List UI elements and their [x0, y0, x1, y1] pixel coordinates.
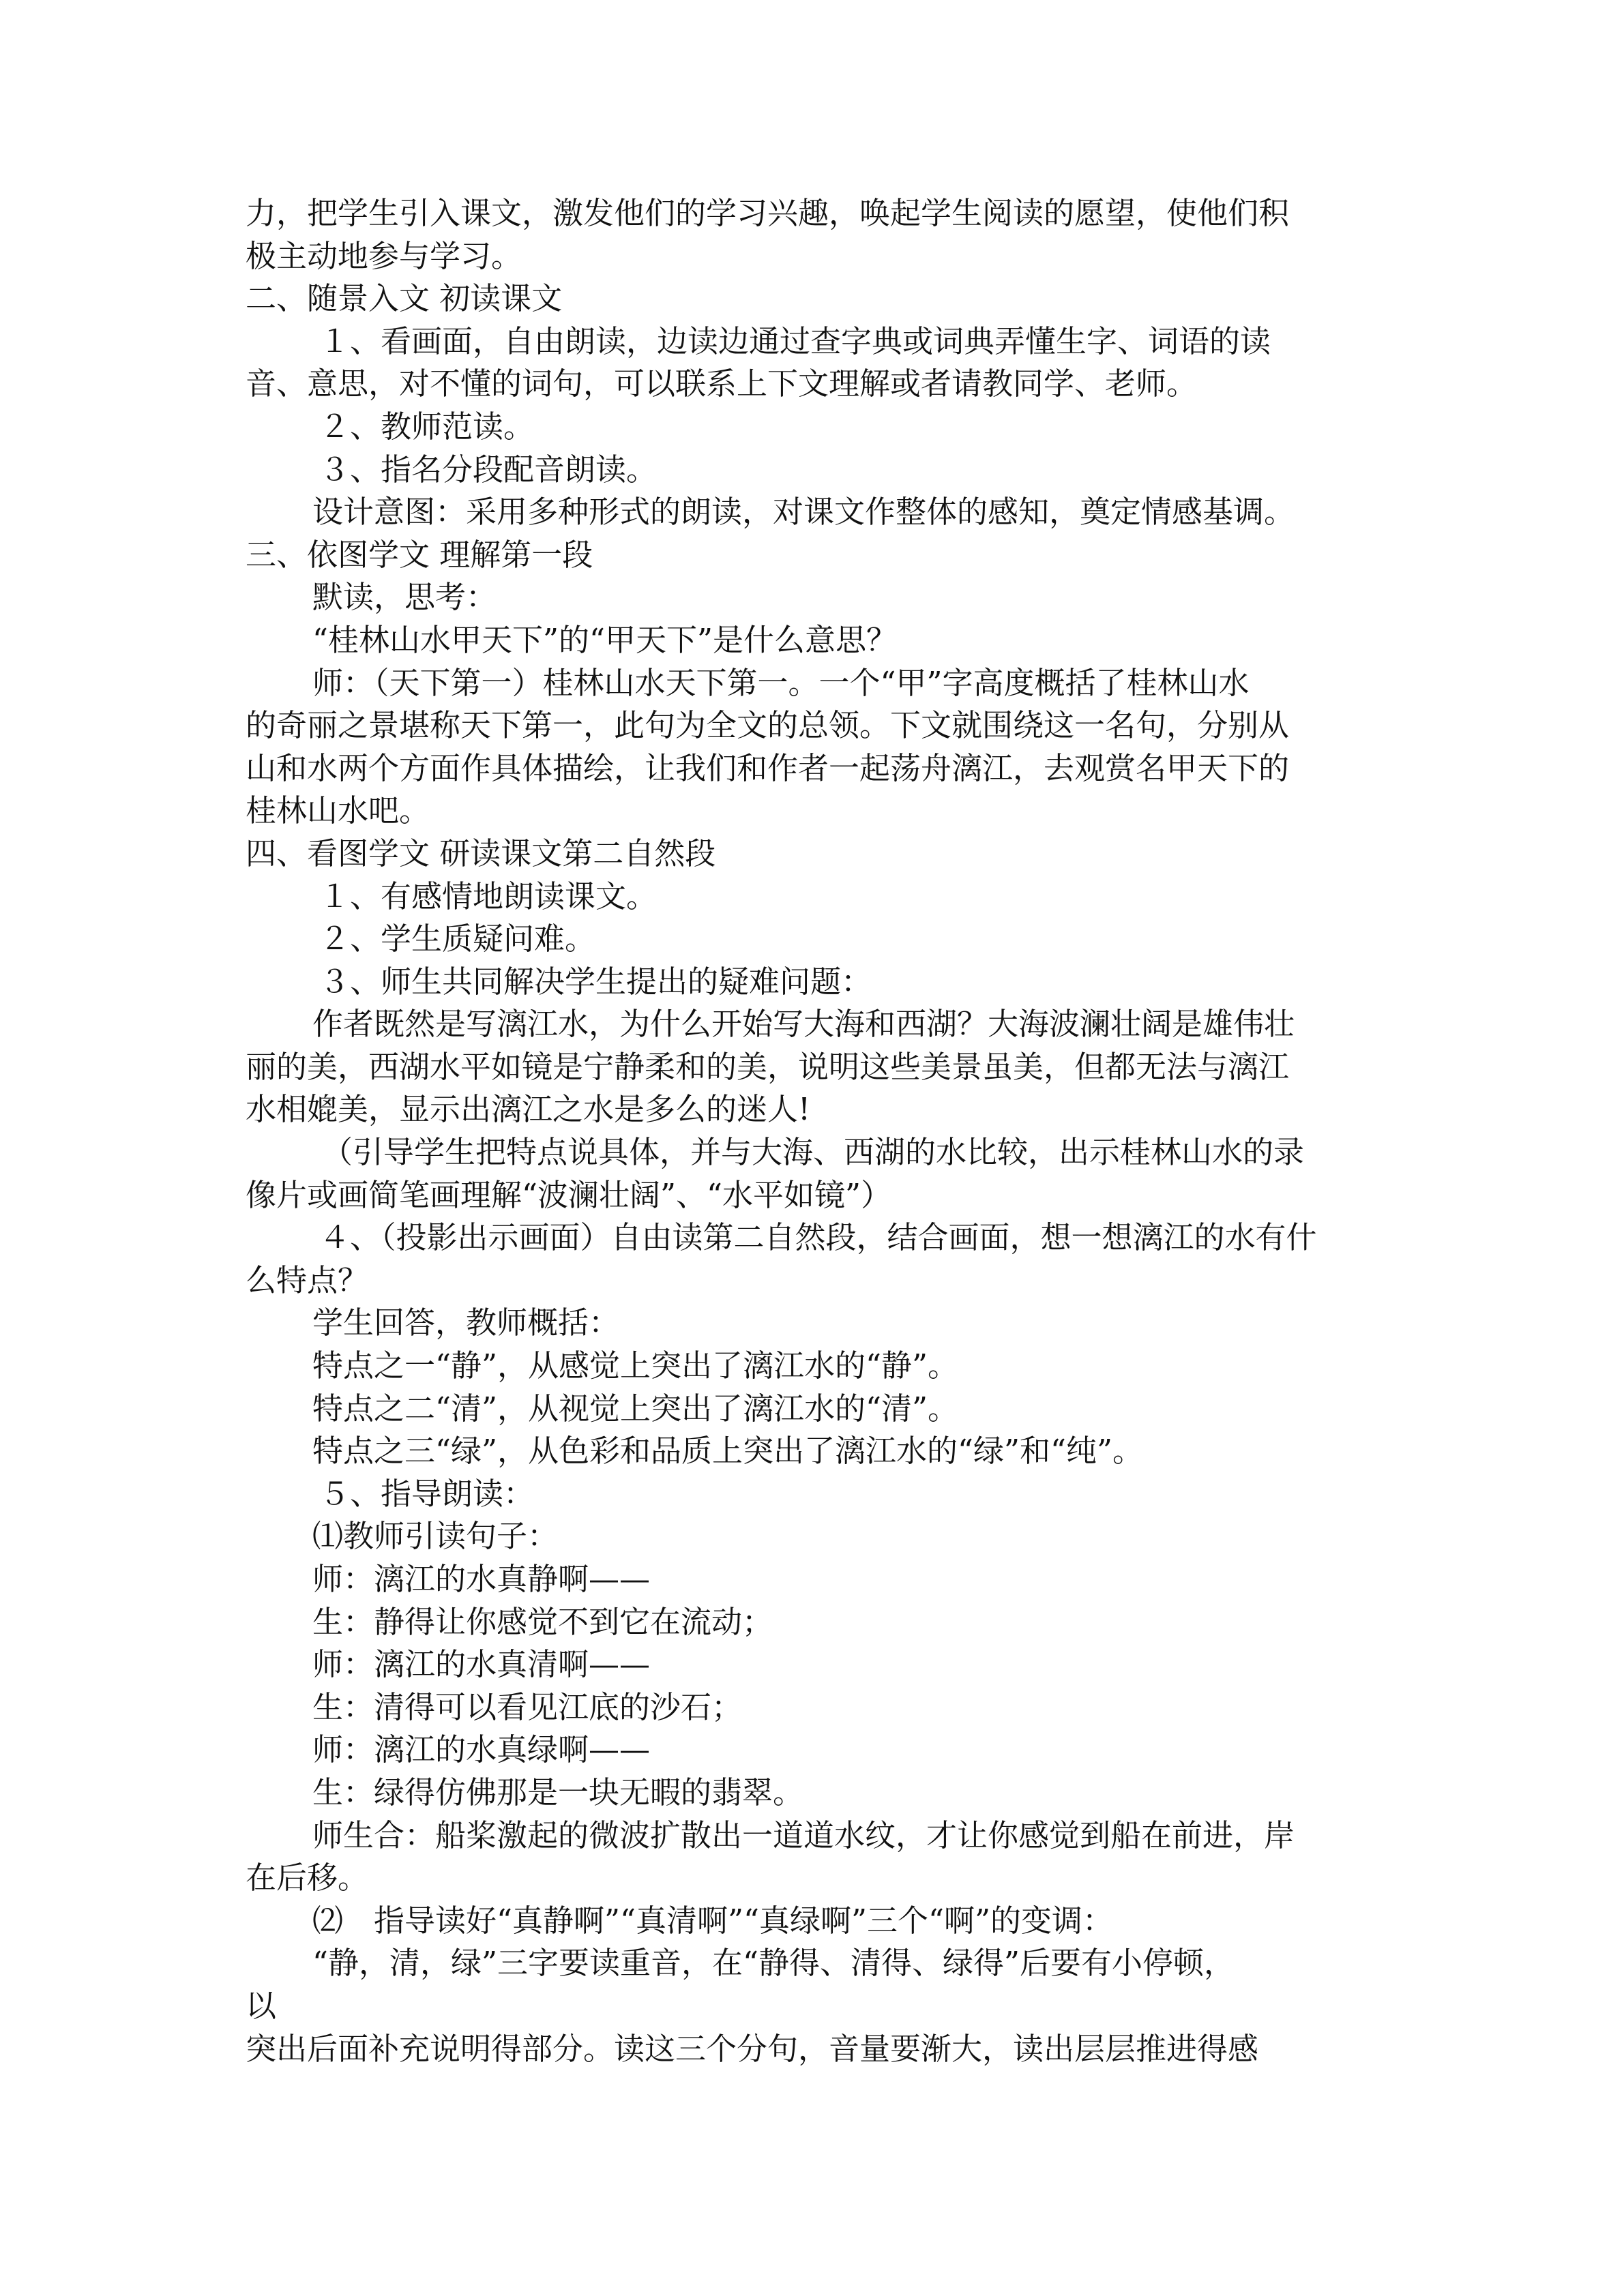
- text-line: 生：清得可以看见江底的沙石；: [312, 1688, 743, 1725]
- text-line: 在后移。: [246, 1860, 369, 1896]
- text-line: ⑵ 指导读好“真静啊”“真清啊”“真绿啊”三个“啊”的变调：: [312, 1902, 1114, 1939]
- text-line: ２、教师范读。: [319, 408, 535, 445]
- text-line: ４、（投影出示画面）自由读第二自然段，结合画面，想一想漓江的水有什: [319, 1219, 1317, 1256]
- text-line: 学生回答，教师概括：: [312, 1304, 620, 1341]
- text-line: 特点之二“清”，从视觉上突出了漓江水的“清”。: [312, 1390, 959, 1427]
- text-line: 特点之三“绿”，从色彩和品质上突出了漓江水的“绿”和“纯”。: [312, 1433, 1144, 1470]
- text-line: 水相媲美，显示出漓江之水是多么的迷人!: [246, 1091, 811, 1128]
- text-line: 默读，思考：: [312, 579, 497, 616]
- text-line: 桂林山水吧。: [246, 792, 430, 829]
- text-line: １、有感情地朗读课文。: [319, 878, 658, 914]
- text-line: 的奇丽之景堪称天下第一，此句为全文的总领。下文就围绕这一名句，分别从: [246, 707, 1290, 744]
- text-line: 像片或画简笔画理解“波澜壮阔”、“水平如镜”）: [246, 1176, 892, 1213]
- text-line: 突出后面补充说明得部分。读这三个分句，音量要渐大，读出层层推进得感: [246, 2030, 1259, 2067]
- text-line: 极主动地参与学习。: [246, 237, 522, 274]
- text-line: 以: [246, 1987, 277, 2024]
- text-line: “静，清，绿”三字要读重音，在“静得、清得、绿得”后要有小停顿，: [312, 1945, 1235, 1982]
- text-line: 丽的美，西湖水平如镜是宁静柔和的美，说明这些美景虽美，但都无法与漓江: [246, 1048, 1290, 1085]
- document-page: [246, 192, 1378, 2070]
- section-heading: 三、依图学文 理解第一段: [246, 536, 593, 573]
- text-line: ２、学生质疑问难。: [319, 921, 596, 957]
- text-line: 师：漓江的水真绿啊——: [312, 1731, 651, 1768]
- text-line: “桂林山水甲天下”的“甲天下”是什么意思？: [312, 621, 898, 658]
- text-line: 师：漓江的水真清啊——: [312, 1646, 651, 1683]
- text-line: ５、指导朗读：: [319, 1475, 535, 1512]
- text-line: ⑴教师引读句子：: [312, 1518, 559, 1555]
- text-line: １、看画面，自由朗读，边读边通过查字典或词典弄懂生字、词语的读: [319, 323, 1271, 359]
- text-line: 特点之一“静”，从感觉上突出了漓江水的“静”。: [312, 1347, 959, 1384]
- text-line: 师：漓江的水真静啊——: [312, 1561, 651, 1597]
- section-heading: 二、随景入文 初读课文: [246, 280, 563, 317]
- section-heading: 四、看图学文 研读课文第二自然段: [246, 835, 716, 871]
- text-line: 设计意图：采用多种形式的朗读，对课文作整体的感知，奠定情感基调。: [312, 494, 1295, 531]
- text-line: 生：静得让你感觉不到它在流动；: [312, 1603, 773, 1640]
- text-line: 师：（天下第一）桂林山水天下第一。一个“甲”字高度概括了桂林山水: [312, 664, 1250, 701]
- text-line: 作者既然是写漓江水，为什么开始写大海和西湖？大海波澜壮阔是雄伟壮: [312, 1006, 1295, 1043]
- text-line: ３、指名分段配音朗读。: [319, 451, 658, 488]
- text-line: 么特点？: [246, 1262, 369, 1298]
- text-line: ３、师生共同解决学生提出的疑难问题：: [319, 963, 872, 1000]
- text-line: 音、意思，对不懂的词句，可以联系上下文理解或者请教同学、老师。: [246, 366, 1198, 402]
- text-line: 生：绿得仿佛那是一块无暇的翡翠。: [312, 1774, 804, 1810]
- text-line: 山和水两个方面作具体描绘，让我们和作者一起荡舟漓江，去观赏名甲天下的: [246, 749, 1290, 786]
- text-line: 师生合：船桨激起的微波扩散出一道道水纹，才让你感觉到船在前进，岸: [312, 1817, 1295, 1853]
- text-line: 力，把学生引入课文，激发他们的学习兴趣，唤起学生阅读的愿望，使他们积: [246, 195, 1290, 231]
- text-line: （引导学生把特点说具体，并与大海、西湖的水比较，出示桂林山水的录: [322, 1134, 1305, 1171]
